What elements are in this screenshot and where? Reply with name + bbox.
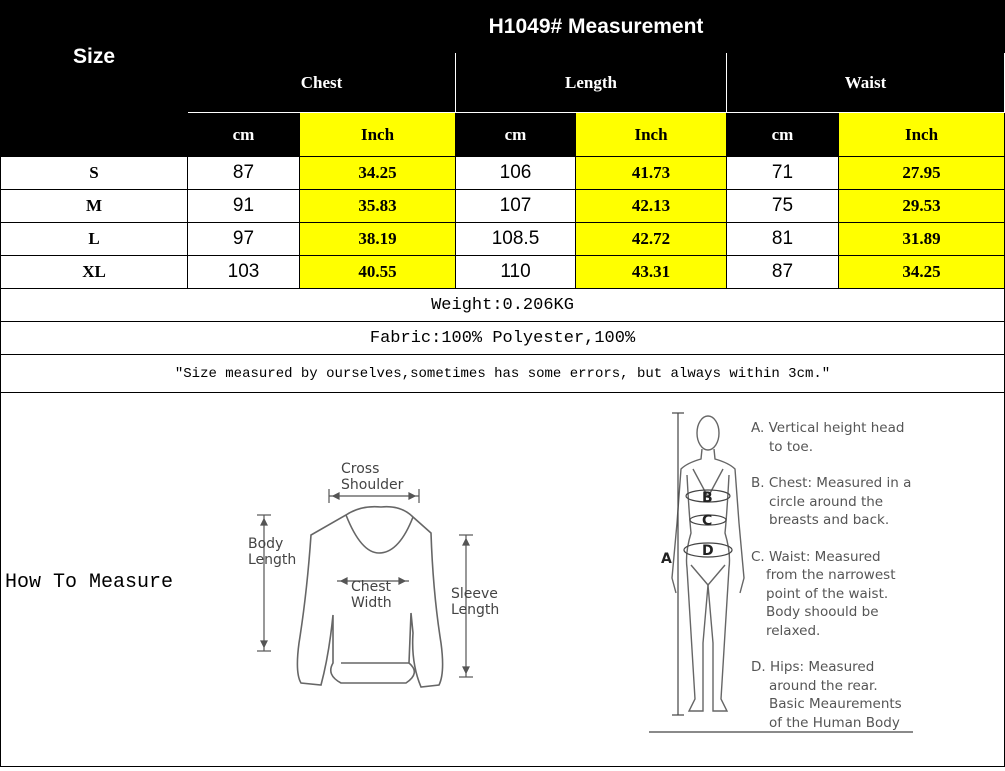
body-label-d: D: [702, 543, 714, 559]
length-inch-value: 42.13: [576, 190, 727, 223]
waist-inch-value: 34.25: [839, 256, 1005, 289]
body-label-a: A: [661, 551, 672, 567]
chest-cm-value: 91: [188, 190, 300, 223]
chest-cm-value: 87: [188, 157, 300, 190]
unit-header-length-cm: cm: [456, 113, 576, 157]
how-to-measure-label: How To Measure: [5, 571, 174, 594]
size-label: L: [1, 223, 188, 256]
length-cm-value: 106: [456, 157, 576, 190]
chest-cm-value: 103: [188, 256, 300, 289]
cross-shoulder-label-2: Shoulder: [341, 477, 404, 493]
waist-cm-value: 81: [727, 223, 839, 256]
waist-inch-value: 27.95: [839, 157, 1005, 190]
length-inch-value: 41.73: [576, 157, 727, 190]
unit-header-chest-inch: Inch: [300, 113, 456, 157]
length-inch-value: 42.72: [576, 223, 727, 256]
table-row: [1, 157, 1005, 190]
measurement-disclaimer: "Size measured by ourselves,sometimes has some errors, but always within 3cm.": [1, 355, 1005, 393]
table-row: [1, 190, 1005, 223]
chest-cm-value: 97: [188, 223, 300, 256]
weight-info: Weight:0.206KG: [1, 289, 1005, 322]
legend-c-line-4: Body shoould be: [766, 604, 879, 620]
legend-d-line-3: Basic Meaurements: [769, 696, 902, 712]
chest-inch-value: 40.55: [300, 256, 456, 289]
chest-inch-value: 38.19: [300, 223, 456, 256]
sleeve-length-label-1: Sleeve: [451, 586, 498, 602]
chest-width-label-2: Width: [351, 595, 392, 611]
group-header-length: Length: [456, 53, 727, 113]
waist-cm-value: 75: [727, 190, 839, 223]
length-cm-value: 110: [456, 256, 576, 289]
legend-a-line-1: A. Vertical height head: [751, 420, 905, 436]
unit-header-waist-cm: cm: [727, 113, 839, 157]
fabric-info: Fabric:100% Polyester,100%: [1, 322, 1005, 355]
body-legend: [751, 419, 911, 732]
unit-header-waist-inch: Inch: [839, 113, 1005, 157]
legend-d-line-4: of the Human Body: [769, 714, 900, 731]
body-label-b: B: [702, 490, 713, 506]
legend-b-line-3: breasts and back.: [769, 512, 890, 528]
legend-c-line-1: C. Waist: Measured: [751, 548, 881, 565]
sleeve-length-label-2: Length: [451, 602, 500, 618]
legend-c-line-3: point of the waist.: [766, 585, 889, 602]
unit-header-chest-cm: cm: [188, 113, 300, 157]
legend-c-line-2: from the narrowest: [766, 567, 896, 583]
chest-inch-value: 34.25: [300, 157, 456, 190]
length-inch-value: 43.31: [576, 256, 727, 289]
size-label: M: [1, 190, 188, 223]
table-row: [1, 256, 1005, 289]
waist-inch-value: 31.89: [839, 223, 1005, 256]
unit-header-blank: [1, 113, 188, 157]
legend-b-line-1: B. Chest: Measured in a: [751, 475, 912, 491]
legend-d-line-1: D. Hips: Measured: [751, 659, 875, 675]
group-header-waist: Waist: [727, 53, 1005, 113]
body-figure-illustration: [672, 416, 744, 711]
waist-cm-value: 87: [727, 256, 839, 289]
unit-header-length-inch: Inch: [576, 113, 727, 157]
waist-inch-value: 29.53: [839, 190, 1005, 223]
chest-width-label-1: Chest: [351, 579, 392, 595]
cross-shoulder-label-1: Cross: [341, 461, 380, 477]
chart-title: H1049# Measurement: [188, 1, 1005, 53]
waist-cm-value: 71: [727, 157, 839, 190]
body-length-label-2: Length: [248, 552, 297, 568]
length-cm-value: 108.5: [456, 223, 576, 256]
size-label: XL: [1, 256, 188, 289]
body-label-c: C: [702, 513, 713, 529]
group-header-chest: Chest: [188, 53, 456, 113]
table-row: [1, 223, 1005, 256]
size-label: S: [1, 157, 188, 190]
length-cm-value: 107: [456, 190, 576, 223]
how-to-measure-section: [1, 393, 1005, 767]
legend-d-line-2: around the rear.: [769, 677, 878, 694]
legend-c-line-5: relaxed.: [766, 622, 821, 639]
legend-a-line-2: to toe.: [769, 438, 813, 455]
chest-inch-value: 35.83: [300, 190, 456, 223]
body-length-label-1: Body: [248, 536, 284, 552]
legend-b-line-2: circle around the: [769, 493, 884, 510]
size-header: Size: [1, 1, 188, 113]
